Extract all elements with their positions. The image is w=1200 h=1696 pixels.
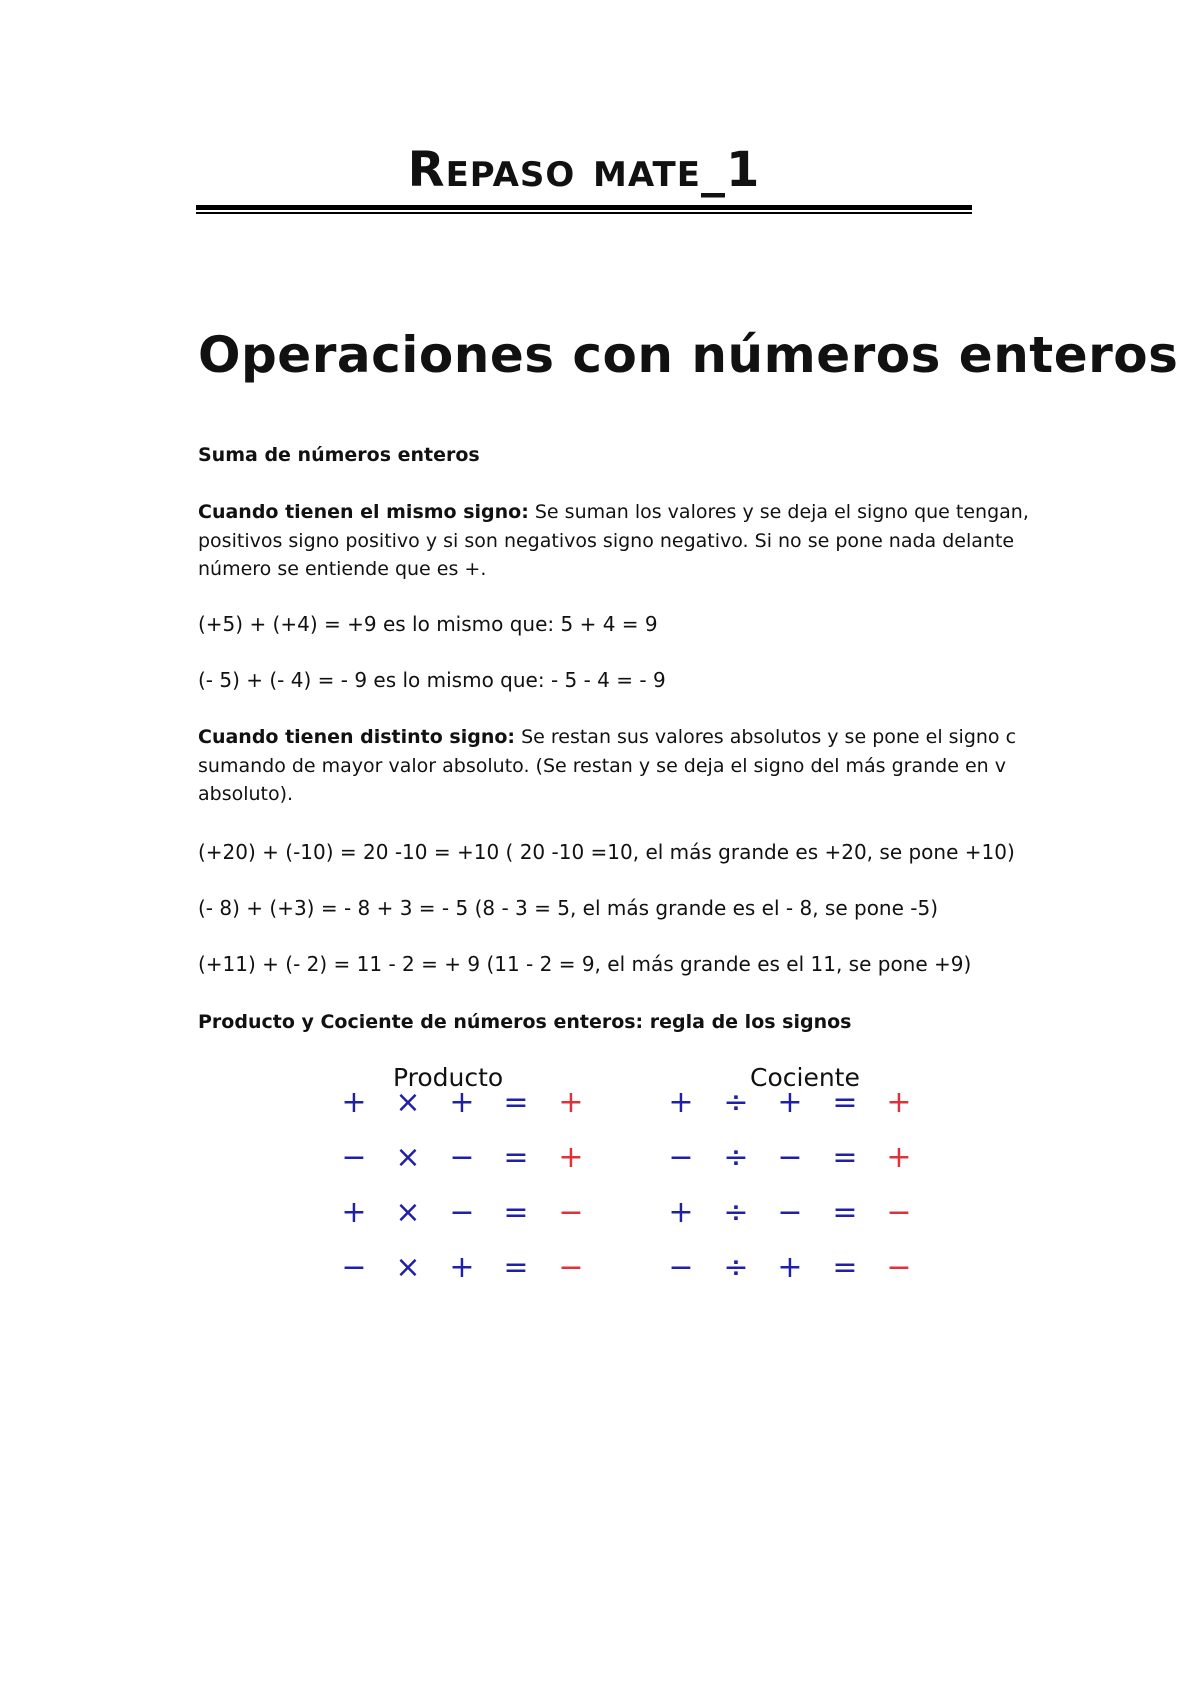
cociente-sign-r4-c2: ÷ <box>723 1250 749 1285</box>
example-distinto-3: (+11) + (- 2) = 11 - 2 = + 9 (11 - 2 = 9, el más grande es el 11, se pone +9) <box>198 952 972 976</box>
cociente-sign-r3-c1: + <box>668 1195 694 1230</box>
cociente-sign-r1-c1: + <box>668 1085 694 1120</box>
distinto-signo-line-1 <box>198 723 1017 752</box>
cociente-sign-r1-c2: ÷ <box>723 1085 749 1120</box>
cociente-sign-r3-c2: ÷ <box>723 1195 749 1230</box>
cociente-sign-r2-c2: ÷ <box>723 1140 749 1175</box>
producto-sign-r4-c3: + <box>449 1250 475 1285</box>
title-rule <box>196 205 972 210</box>
producto-sign-r2-c4: = <box>503 1140 529 1175</box>
example-distinto-2: (- 8) + (+3) = - 8 + 3 = - 5 (8 - 3 = 5, el más grande es el - 8, se pone -5) <box>198 896 939 920</box>
producto-sign-r1-c1: + <box>341 1085 367 1120</box>
producto-sign-r1-c4: = <box>503 1085 529 1120</box>
mismo-signo-text-1: Se suman los valores y se deja el signo que tengan, <box>534 501 1029 523</box>
cociente-sign-r2-c3: − <box>777 1140 803 1175</box>
producto-sign-r3-c4: = <box>503 1195 529 1230</box>
distinto-signo-paragraph <box>198 723 1017 809</box>
producto-heading: Producto y Cociente de números enteros: regla de los signos <box>198 1011 852 1033</box>
cociente-sign-r3-c5: − <box>886 1195 912 1230</box>
mismo-signo-line-3: número se entiende que es +. <box>198 558 487 580</box>
producto-sign-r3-c5: − <box>558 1195 584 1230</box>
producto-sign-r2-c1: − <box>341 1140 367 1175</box>
title-rule-thin <box>196 212 972 214</box>
distinto-signo-line-3: absoluto). <box>198 783 294 805</box>
cociente-sign-r2-c5: + <box>886 1140 912 1175</box>
cociente-sign-r4-c3: + <box>777 1250 803 1285</box>
cociente-sign-r3-c3: − <box>777 1195 803 1230</box>
example-mismo-2: (- 5) + (- 4) = - 9 es lo mismo que: - 5 - 4 = - 9 <box>198 668 666 692</box>
cociente-sign-r1-c5: + <box>886 1085 912 1120</box>
suma-heading-wrap <box>198 446 972 465</box>
document-title: Repaso mate_1 <box>407 142 761 198</box>
mismo-signo-line-2: positivos signo positivo y si son negativos signo negativo. Si no se pone nada delante <box>198 529 1015 552</box>
cociente-sign-r1-c4: = <box>832 1085 858 1120</box>
producto-sign-r1-c2: × <box>395 1085 421 1120</box>
producto-table-title: Producto <box>393 1063 504 1092</box>
suma-heading: Suma de números enteros <box>198 444 480 466</box>
producto-sign-r3-c1: + <box>341 1195 367 1230</box>
distinto-signo-text-1: Se restan sus valores absolutos y se pone el signo c <box>521 726 1017 748</box>
cociente-table-title: Cociente <box>750 1063 860 1092</box>
producto-sign-r2-c3: − <box>449 1140 475 1175</box>
producto-sign-r2-c2: × <box>395 1140 421 1175</box>
producto-sign-r1-c3: + <box>449 1085 475 1120</box>
cociente-sign-r3-c4: = <box>832 1195 858 1230</box>
example-distinto-1: (+20) + (-10) = 20 -10 = +10 ( 20 -10 =10, el más grande es +20, se pone +10) <box>198 840 1015 864</box>
cociente-sign-r4-c5: − <box>886 1250 912 1285</box>
producto-sign-r4-c4: = <box>503 1250 529 1285</box>
cociente-sign-r2-c1: − <box>668 1140 694 1175</box>
cociente-sign-r4-c4: = <box>832 1250 858 1285</box>
producto-heading-wrap <box>198 1013 972 1032</box>
mismo-signo-label: Cuando tienen el mismo signo: <box>198 501 529 523</box>
cociente-sign-r4-c1: − <box>668 1250 694 1285</box>
producto-sign-r4-c5: − <box>558 1250 584 1285</box>
producto-sign-r1-c5: + <box>558 1085 584 1120</box>
cociente-sign-r1-c3: + <box>777 1085 803 1120</box>
producto-sign-r3-c2: × <box>395 1195 421 1230</box>
producto-sign-r4-c2: × <box>395 1250 421 1285</box>
producto-sign-r4-c1: − <box>341 1250 367 1285</box>
distinto-signo-label: Cuando tienen distinto signo: <box>198 726 516 748</box>
main-heading: Operaciones con números enteros <box>198 326 1179 384</box>
mismo-signo-paragraph <box>198 498 1029 584</box>
mismo-signo-line-1 <box>198 498 1029 527</box>
cociente-sign-r2-c4: = <box>832 1140 858 1175</box>
producto-sign-r3-c3: − <box>449 1195 475 1230</box>
distinto-signo-line-2: sumando de mayor valor absoluto. (Se restan y se deja el signo del más grande en v <box>198 754 1006 777</box>
producto-sign-r2-c5: + <box>558 1140 584 1175</box>
example-mismo-1: (+5) + (+4) = +9 es lo mismo que: 5 + 4 = 9 <box>198 612 658 636</box>
